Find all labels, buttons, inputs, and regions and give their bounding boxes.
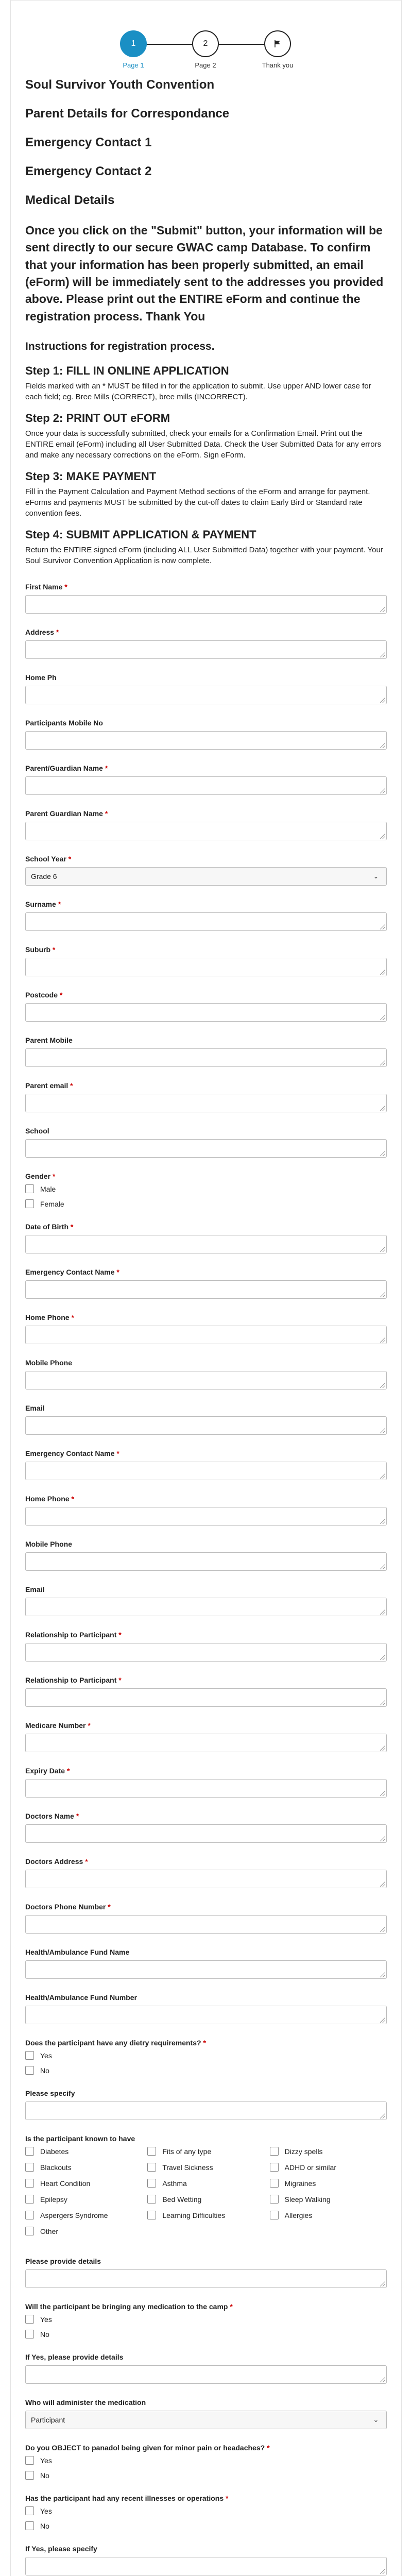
- ec2-email-input[interactable]: [25, 1598, 387, 1616]
- home-ph-field: Home Ph: [25, 673, 387, 704]
- progress-bar: [25, 1, 387, 78]
- condition-asthma[interactable]: Asthma: [147, 2179, 264, 2188]
- step4-title: Step 4: SUBMIT APPLICATION & PAYMENT: [25, 528, 256, 541]
- conditions-grid: [25, 2147, 387, 2243]
- medication-field: Will the participant be bringing any medication to the camp * Yes No: [25, 2302, 387, 2338]
- conditions-details-input[interactable]: [25, 2269, 387, 2288]
- medicare-field: Medicare Number *: [25, 1721, 387, 1752]
- chevron-down-icon: ⌄: [373, 872, 379, 880]
- participants-mobile-input[interactable]: [25, 731, 387, 750]
- rel2-field: Relationship to Participant *: [25, 1676, 387, 1707]
- instructions-heading: Instructions for registration process.: [25, 341, 215, 353]
- condition-sleep-walking[interactable]: Sleep Walking: [270, 2195, 387, 2204]
- ec1-home-field: Home Phone *: [25, 1313, 387, 1344]
- postcode-input[interactable]: [25, 1003, 387, 1022]
- health-fund-name-field: Health/Ambulance Fund Name: [25, 1948, 387, 1979]
- illness-specify-input[interactable]: [25, 2557, 387, 2575]
- address-input[interactable]: [25, 640, 387, 659]
- school-year-select[interactable]: Grade 6 ⌄: [25, 867, 387, 886]
- conditions-field: Is the participant known to have Diabetes Fits of any type Dizzy spells Blackouts Travel Sickness ADHD or similar Heart Condition Asthma Migraines Epilepsy Bed Wetting Sleep Walking Aspergers Syndrome Learning Difficulties Allergies Other: [25, 2134, 387, 2243]
- who-administer-field: Who will administer the medication Participant ⌄: [25, 2398, 387, 2429]
- section-emergency-contact-1: Emergency Contact 1: [25, 135, 152, 149]
- parent-email-field: Parent email *: [25, 1081, 387, 1112]
- condition-dizzy-spells[interactable]: Dizzy spells: [270, 2147, 387, 2156]
- step4-text: Return the ENTIRE signed eForm (including ALL User Submitted Data) together with your payment. Your Soul Survivor Convention Application is now complete.: [25, 546, 383, 566]
- gender-option-female[interactable]: Female: [25, 1199, 387, 1208]
- submit-notice: Once you click on the "Submit" button, your information will be sent directly to our secure GWAC camp Database. To confirm that your information has been properly submitted, an email (eForm) will be immediately sent to the addresses you provided above. Please print out the ENTIRE eForm and continue the registration process. Thank You: [25, 224, 384, 323]
- recent-illness-option-no[interactable]: No: [25, 2521, 387, 2530]
- ec1-email-input[interactable]: [25, 1416, 387, 1435]
- panadol-field: Do you OBJECT to panadol being given for minor pain or headaches? * Yes No: [25, 2444, 387, 2480]
- rel1-field: Relationship to Participant *: [25, 1631, 387, 1662]
- dietary-field: Does the participant have any dietry requirements? * Yes No: [25, 2039, 387, 2075]
- first-name-field: First Name *: [25, 583, 387, 614]
- ec2-name-input[interactable]: [25, 1462, 387, 1480]
- parent-name-1-field: Parent/Guardian Name *: [25, 764, 387, 795]
- ec1-name-input[interactable]: [25, 1280, 387, 1299]
- panadol-option-yes[interactable]: Yes: [25, 2456, 387, 2465]
- dietary-option-no[interactable]: No: [25, 2066, 387, 2075]
- suburb-input[interactable]: [25, 958, 387, 976]
- parent-name-2-input[interactable]: [25, 822, 387, 840]
- condition-migraines[interactable]: Migraines: [270, 2179, 387, 2188]
- step2-title: Step 2: PRINT OUT eFORM: [25, 412, 170, 425]
- ec1-email-field: Email: [25, 1404, 387, 1435]
- ec1-mobile-input[interactable]: [25, 1371, 387, 1389]
- address-field: Address *: [25, 628, 387, 659]
- health-fund-number-input[interactable]: [25, 2006, 387, 2024]
- step2-text: Once your data is successfully submitted, check your emails for a Confirmation Email. Print out the ENTIRE email (eForm) including all User Submitted Data. Check the User Submitted Data for any errors and make any necessary corrections on the eForm. Sign eForm.: [25, 429, 382, 460]
- flag-icon: [264, 30, 291, 57]
- progress-step-thank-you[interactable]: Thank you: [247, 30, 308, 69]
- condition-allergies[interactable]: Allergies: [270, 2211, 387, 2219]
- dietary-specify-input[interactable]: [25, 2102, 387, 2120]
- who-administer-select[interactable]: Participant ⌄: [25, 2411, 387, 2429]
- gender-field: Gender * Male Female: [25, 1172, 387, 1208]
- condition-fits[interactable]: Fits of any type: [147, 2147, 264, 2156]
- school-year-field: School Year * Grade 6 ⌄: [25, 855, 387, 886]
- parent-mobile-field: Parent Mobile: [25, 1036, 387, 1067]
- conditions-details-field: Please provide details: [25, 2257, 387, 2288]
- ec2-home-field: Home Phone *: [25, 1495, 387, 1526]
- doctors-phone-input[interactable]: [25, 1915, 387, 1934]
- form-title: Soul Survivor Youth Convention: [25, 78, 215, 92]
- condition-diabetes[interactable]: Diabetes: [25, 2147, 142, 2156]
- step1-text: Fields marked with an * MUST be filled in for the application to submit. Use upper AND lower case for each field; eg. Bree Mills (CORRECT), bree mills (INCORRECT).: [25, 382, 371, 402]
- ec2-email-field: Email: [25, 1585, 387, 1616]
- parent-name-1-input[interactable]: [25, 776, 387, 795]
- panadol-option-no[interactable]: No: [25, 2471, 387, 2480]
- medication-details-input[interactable]: [25, 2365, 387, 2384]
- suburb-field: Suburb *: [25, 945, 387, 976]
- section-emergency-contact-2: Emergency Contact 2: [25, 164, 152, 178]
- condition-learning[interactable]: Learning Difficulties: [147, 2211, 264, 2219]
- medication-details-field: If Yes, please provide details: [25, 2353, 387, 2384]
- illness-specify-field: If Yes, please specify: [25, 2545, 387, 2575]
- dietary-specify-field: Please specify: [25, 2089, 387, 2120]
- ec2-mobile-field: Mobile Phone: [25, 1540, 387, 1571]
- gender-option-male[interactable]: Male: [25, 1184, 387, 1193]
- recent-illness-option-yes[interactable]: Yes: [25, 2506, 387, 2515]
- school-input[interactable]: [25, 1139, 387, 1158]
- condition-bed-wetting[interactable]: Bed Wetting: [147, 2195, 264, 2204]
- form-container: [10, 0, 402, 2576]
- progress-step-1[interactable]: 1 Page 1: [102, 30, 164, 69]
- rel1-input[interactable]: [25, 1643, 387, 1662]
- step3-title: Step 3: MAKE PAYMENT: [25, 470, 157, 483]
- progress-step-2[interactable]: 2 Page 2: [175, 30, 236, 69]
- expiry-field: Expiry Date *: [25, 1767, 387, 1798]
- doctors-address-input[interactable]: [25, 1870, 387, 1888]
- health-fund-name-input[interactable]: [25, 1960, 387, 1979]
- parent-email-input[interactable]: [25, 1094, 387, 1112]
- school-field: School: [25, 1127, 387, 1158]
- participants-mobile-field: Participants Mobile No: [25, 719, 387, 750]
- doctors-phone-field: Doctors Phone Number *: [25, 1903, 387, 1934]
- dob-field: Date of Birth *: [25, 1223, 387, 1253]
- medication-option-yes[interactable]: Yes: [25, 2315, 387, 2324]
- dietary-option-yes[interactable]: Yes: [25, 2051, 387, 2060]
- medication-option-no[interactable]: No: [25, 2330, 387, 2338]
- parent-mobile-input[interactable]: [25, 1048, 387, 1067]
- section-medical-details: Medical Details: [25, 193, 115, 207]
- medicare-input[interactable]: [25, 1734, 387, 1752]
- dob-input[interactable]: [25, 1235, 387, 1253]
- rel2-input[interactable]: [25, 1688, 387, 1707]
- ec2-mobile-input[interactable]: [25, 1552, 387, 1571]
- condition-adhd[interactable]: ADHD or similar: [270, 2163, 387, 2172]
- condition-epilepsy[interactable]: Epilepsy: [25, 2195, 142, 2204]
- ec2-name-field: Emergency Contact Name *: [25, 1449, 387, 1480]
- chevron-down-icon: ⌄: [373, 2416, 379, 2424]
- recent-illness-field: Has the participant had any recent illnesses or operations * Yes No: [25, 2494, 387, 2530]
- ec2-home-input[interactable]: [25, 1507, 387, 1526]
- step3-text: Fill in the Payment Calculation and Payment Method sections of the eForm and arrange for payment. eForms and payments MUST be submitted by the cut-off dates to claim Early Bird or Standard rate convention fees.: [25, 487, 370, 518]
- expiry-input[interactable]: [25, 1779, 387, 1798]
- parent-name-2-field: Parent Guardian Name *: [25, 809, 387, 840]
- ec1-mobile-field: Mobile Phone: [25, 1359, 387, 1389]
- doctors-name-field: Doctors Name *: [25, 1812, 387, 1843]
- condition-other[interactable]: Other: [25, 2227, 142, 2235]
- surname-field: Surname *: [25, 900, 387, 931]
- first-name-input[interactable]: [25, 595, 387, 614]
- condition-heart[interactable]: Heart Condition: [25, 2179, 142, 2188]
- step1-title: Step 1: FILL IN ONLINE APPLICATION: [25, 364, 229, 378]
- condition-travel-sickness[interactable]: Travel Sickness: [147, 2163, 264, 2172]
- doctors-address-field: Doctors Address *: [25, 1857, 387, 1888]
- health-fund-number-field: Health/Ambulance Fund Number: [25, 1993, 387, 2024]
- surname-input[interactable]: [25, 912, 387, 931]
- ec1-name-field: Emergency Contact Name *: [25, 1268, 387, 1299]
- postcode-field: Postcode *: [25, 991, 387, 1022]
- condition-blackouts[interactable]: Blackouts: [25, 2163, 142, 2172]
- section-parent-details: Parent Details for Correspondance: [25, 107, 230, 121]
- condition-aspergers[interactable]: Aspergers Syndrome: [25, 2211, 142, 2219]
- home-ph-input[interactable]: [25, 686, 387, 704]
- doctors-name-input[interactable]: [25, 1824, 387, 1843]
- ec1-home-input[interactable]: [25, 1326, 387, 1344]
